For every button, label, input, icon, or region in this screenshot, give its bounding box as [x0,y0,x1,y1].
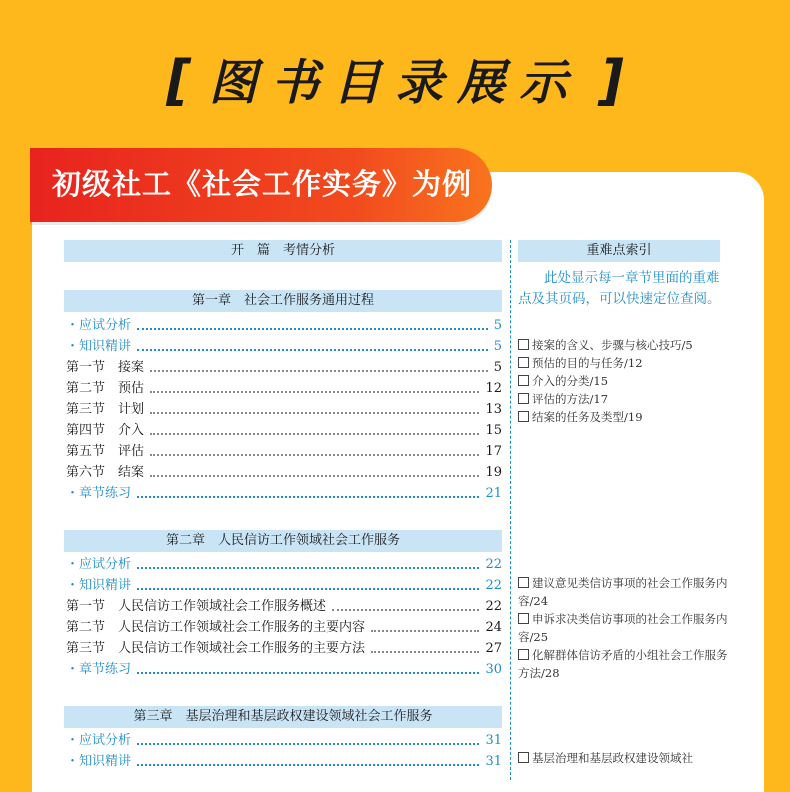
column-divider [510,240,511,780]
index-item[interactable]: 建议意见类信访事项的社会工作服务内容/24 [518,576,728,608]
index-item[interactable]: 接案的含义、步骤与核心技巧/5 [518,336,728,354]
toc-row[interactable]: 第一节 接案 5 [66,360,502,375]
checkbox-icon [518,613,529,624]
index-item[interactable]: 基层治理和基层政权建设领域社 [518,749,728,767]
toc-row[interactable]: ・知识精讲 5 [66,339,502,354]
index-item[interactable]: 化解群体信访矛盾的小组社会工作服务方法/28 [518,648,728,680]
checkbox-icon [518,357,529,368]
open-bracket: [ [166,49,191,112]
index-item[interactable]: 预估的目的与任务/12 [518,354,728,372]
index-header: 重难点索引 [518,240,720,262]
toc-row[interactable]: 第六节 结案 19 [66,465,502,480]
chapter-1-header: 第一章 社会工作服务通用过程 [64,290,502,312]
toc-row[interactable]: 第二节 人民信访工作领域社会工作服务的主要内容 24 [66,620,502,635]
index-item[interactable]: 评估的方法/17 [518,390,728,408]
index-item[interactable]: 结案的任务及类型/19 [518,408,728,426]
checkbox-icon [518,375,529,386]
toc-row[interactable]: ・知识精讲 22 [66,578,502,593]
toc-row[interactable]: 第四节 介入 15 [66,423,502,438]
index-item[interactable]: 申诉求决类信访事项的社会工作服务内容/25 [518,612,728,644]
checkbox-icon [518,393,529,404]
index-group-3 [518,749,728,767]
page-banner [0,48,790,118]
toc-row[interactable]: 第三节 人民信访工作领域社会工作服务的主要方法 27 [66,641,502,656]
banner-title: 图书目录展示 [208,55,581,111]
toc-row[interactable]: ・章节练习 21 [66,486,502,501]
checkbox-icon [518,752,529,763]
index-group-2 [518,574,728,682]
example-ribbon [30,148,492,222]
checkbox-icon [518,411,529,422]
toc-row[interactable]: ・应试分析 5 [66,318,502,333]
checkbox-icon [518,577,529,588]
toc-row[interactable]: ・知识精讲 31 [66,754,502,769]
opening-header: 开 篇 考情分析 [64,240,502,262]
toc-row[interactable]: ・应试分析 31 [66,733,502,748]
toc-row[interactable]: 第五节 评估 17 [66,444,502,459]
ribbon-title: 初级社工《社会工作实务》为例 [52,167,473,201]
toc-row[interactable]: 第一节 人民信访工作领域社会工作服务概述 22 [66,599,502,614]
index-group-1 [518,336,728,426]
index-item[interactable]: 介入的分类/15 [518,372,728,390]
checkbox-icon [518,649,529,660]
chapter-2-header: 第二章 人民信访工作领域社会工作服务 [64,530,502,552]
toc-row[interactable]: 第三节 计划 13 [66,402,502,417]
toc-row[interactable]: 第二节 预估 12 [66,381,502,396]
index-note: 此处显示每一章节里面的重难点及其页码，可以快速定位查阅。 [518,270,721,307]
toc-row[interactable]: ・应试分析 22 [66,557,502,572]
toc-row[interactable]: ・章节练习 30 [66,662,502,677]
close-bracket: ] [599,49,624,112]
chapter-3-header: 第三章 基层治理和基层政权建设领域社会工作服务 [64,706,502,728]
checkbox-icon [518,339,529,350]
